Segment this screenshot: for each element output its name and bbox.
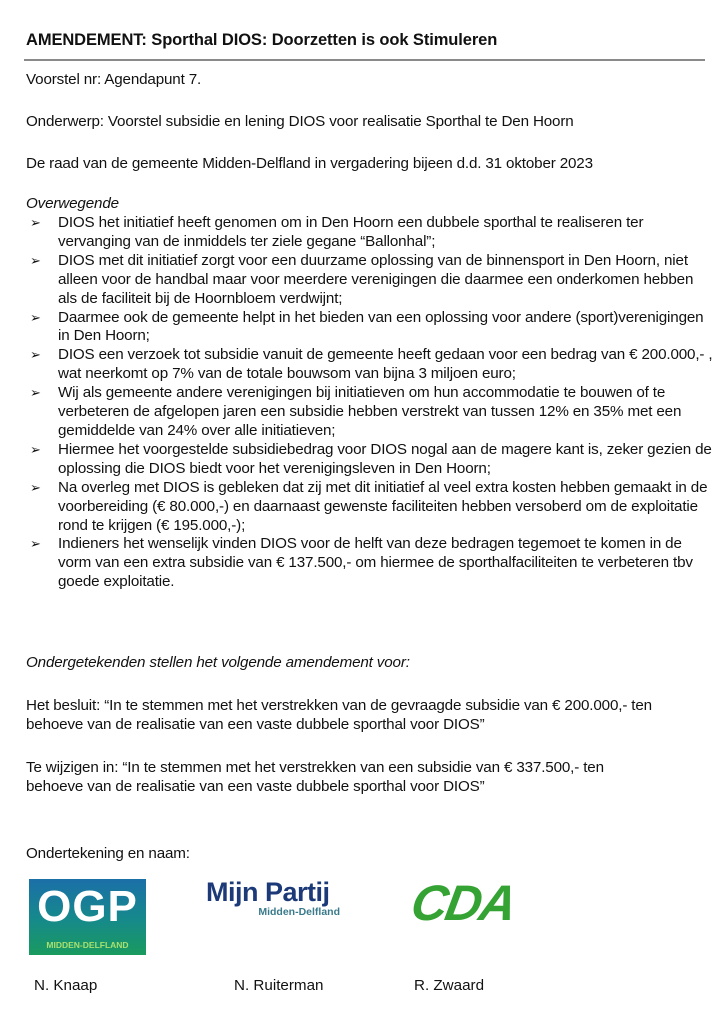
cda-logo: CDA [407, 875, 520, 931]
signer-name: N. Ruiterman [234, 977, 324, 994]
arrow-bullet-icon: ➢ [30, 441, 41, 457]
voorstel-nr: Voorstel nr: Agendapunt 7. [26, 71, 202, 88]
ondergetekenden-line: Ondergetekenden stellen het volgende amendement voor: [26, 654, 410, 671]
signer-name: N. Knaap [34, 977, 98, 994]
arrow-bullet-icon: ➢ [30, 309, 41, 325]
list-item: ➢ Na overleg met DIOS is gebleken dat zij met dit initiatief al veel extra kosten hebben gemaakt in de voorbereiding (€ 80.000,-) en daarnaast gewenste faciliteiten hebben versoberd om de exploitatie rond te krijgen (€ 195.000,-); [30, 478, 708, 534]
arrow-bullet-icon: ➢ [30, 215, 41, 230]
besluit-line-2: behoeve van de realisatie van een vaste dubbele sporthal voor DIOS” [26, 716, 485, 733]
raad-line: De raad van de gemeente Midden-Delfland in vergadering bijeen d.d. 31 oktober 2023 [26, 155, 593, 172]
list-item: ➢ DIOS met dit initiatief zorgt voor een duurzame oplossing van de binnensport in Den Hoorn, niet alleen voor de handbal maar voor meerdere verenigingen die daarmee een onderkomen hebben als de faciliteit bij de Hoornbloem verdwijnt; [30, 251, 694, 307]
list-item: ➢ DIOS het initiatief heeft genomen om in Den Hoorn een dubbele sporthal te realiseren ter vervanging van de inmiddels ter ziele gegane “Ballonhal”; [30, 214, 644, 250]
besluit-line-1: Het besluit: “In te stemmen met het verstrekken van de gevraagde subsidie van € 200.000,- ten [26, 697, 652, 714]
title-rule [24, 59, 705, 61]
list-item: ➢ Daarmee ook de gemeente helpt in het bieden van een oplossing voor andere (sport)verenigingen in Den Hoorn; [30, 308, 704, 345]
wijzigen-line-2: behoeve van de realisatie van een vaste dubbele sporthal voor DIOS” [26, 778, 485, 795]
arrow-bullet-icon: ➢ [30, 252, 41, 268]
arrow-bullet-icon: ➢ [30, 536, 41, 552]
arrow-bullet-icon: ➢ [30, 347, 41, 363]
list-item: ➢ DIOS een verzoek tot subsidie vanuit de gemeente heeft gedaan voor een bedrag van € 200.000,- , wat neerkomt op 7% van de totale bouwsom van bijna 3 miljoen euro; [30, 346, 713, 383]
ogp-logo: OGP MIDDEN-DELFLAND [29, 879, 146, 955]
list-item: ➢ Hiermee het voorgestelde subsidiebedrag voor DIOS nogal aan de magere kant is, zeker gezien de oplossing die DIOS biedt voor het verenigingsleven in Den Hoorn; [30, 440, 712, 477]
list-item: ➢ Wij als gemeente andere verenigingen bij initiatieven om hun accommodatie te bouwen of te verbeteren de afgelopen jaren een subsidie hebben verstrekt van tussen 12% en 35% met een gemiddelde van 24% over alle initiatieven; [30, 384, 682, 439]
arrow-bullet-icon: ➢ [30, 479, 41, 495]
overwegende-list [26, 214, 716, 592]
signer-name: R. Zwaard [414, 977, 485, 994]
document-title: AMENDEMENT: Sporthal DIOS: Doorzetten is ook Stimuleren [26, 31, 498, 49]
list-item: ➢ Indieners het wenselijk vinden DIOS voor de helft van deze bedragen tegemoet te komen in de vorm van een extra subsidie van € 137.500,- om hiermee de sporthalfaciliteiten te verbeteren tbv goede exploitatie. [30, 535, 693, 591]
wijzigen-line-1: Te wijzigen in: “In te stemmen met het verstrekken van een subsidie van € 337.500,- ten [26, 759, 604, 776]
onderwerp: Onderwerp: Voorstel subsidie en lening DIOS voor realisatie Sporthal te Den Hoorn [26, 113, 574, 130]
ondertekening-label: Ondertekening en naam: [26, 845, 190, 862]
mijn-partij-logo: Mijn Partij Midden-Delfland [206, 877, 340, 918]
overwegende-label: Overwegende [26, 195, 119, 212]
arrow-bullet-icon: ➢ [30, 385, 41, 401]
